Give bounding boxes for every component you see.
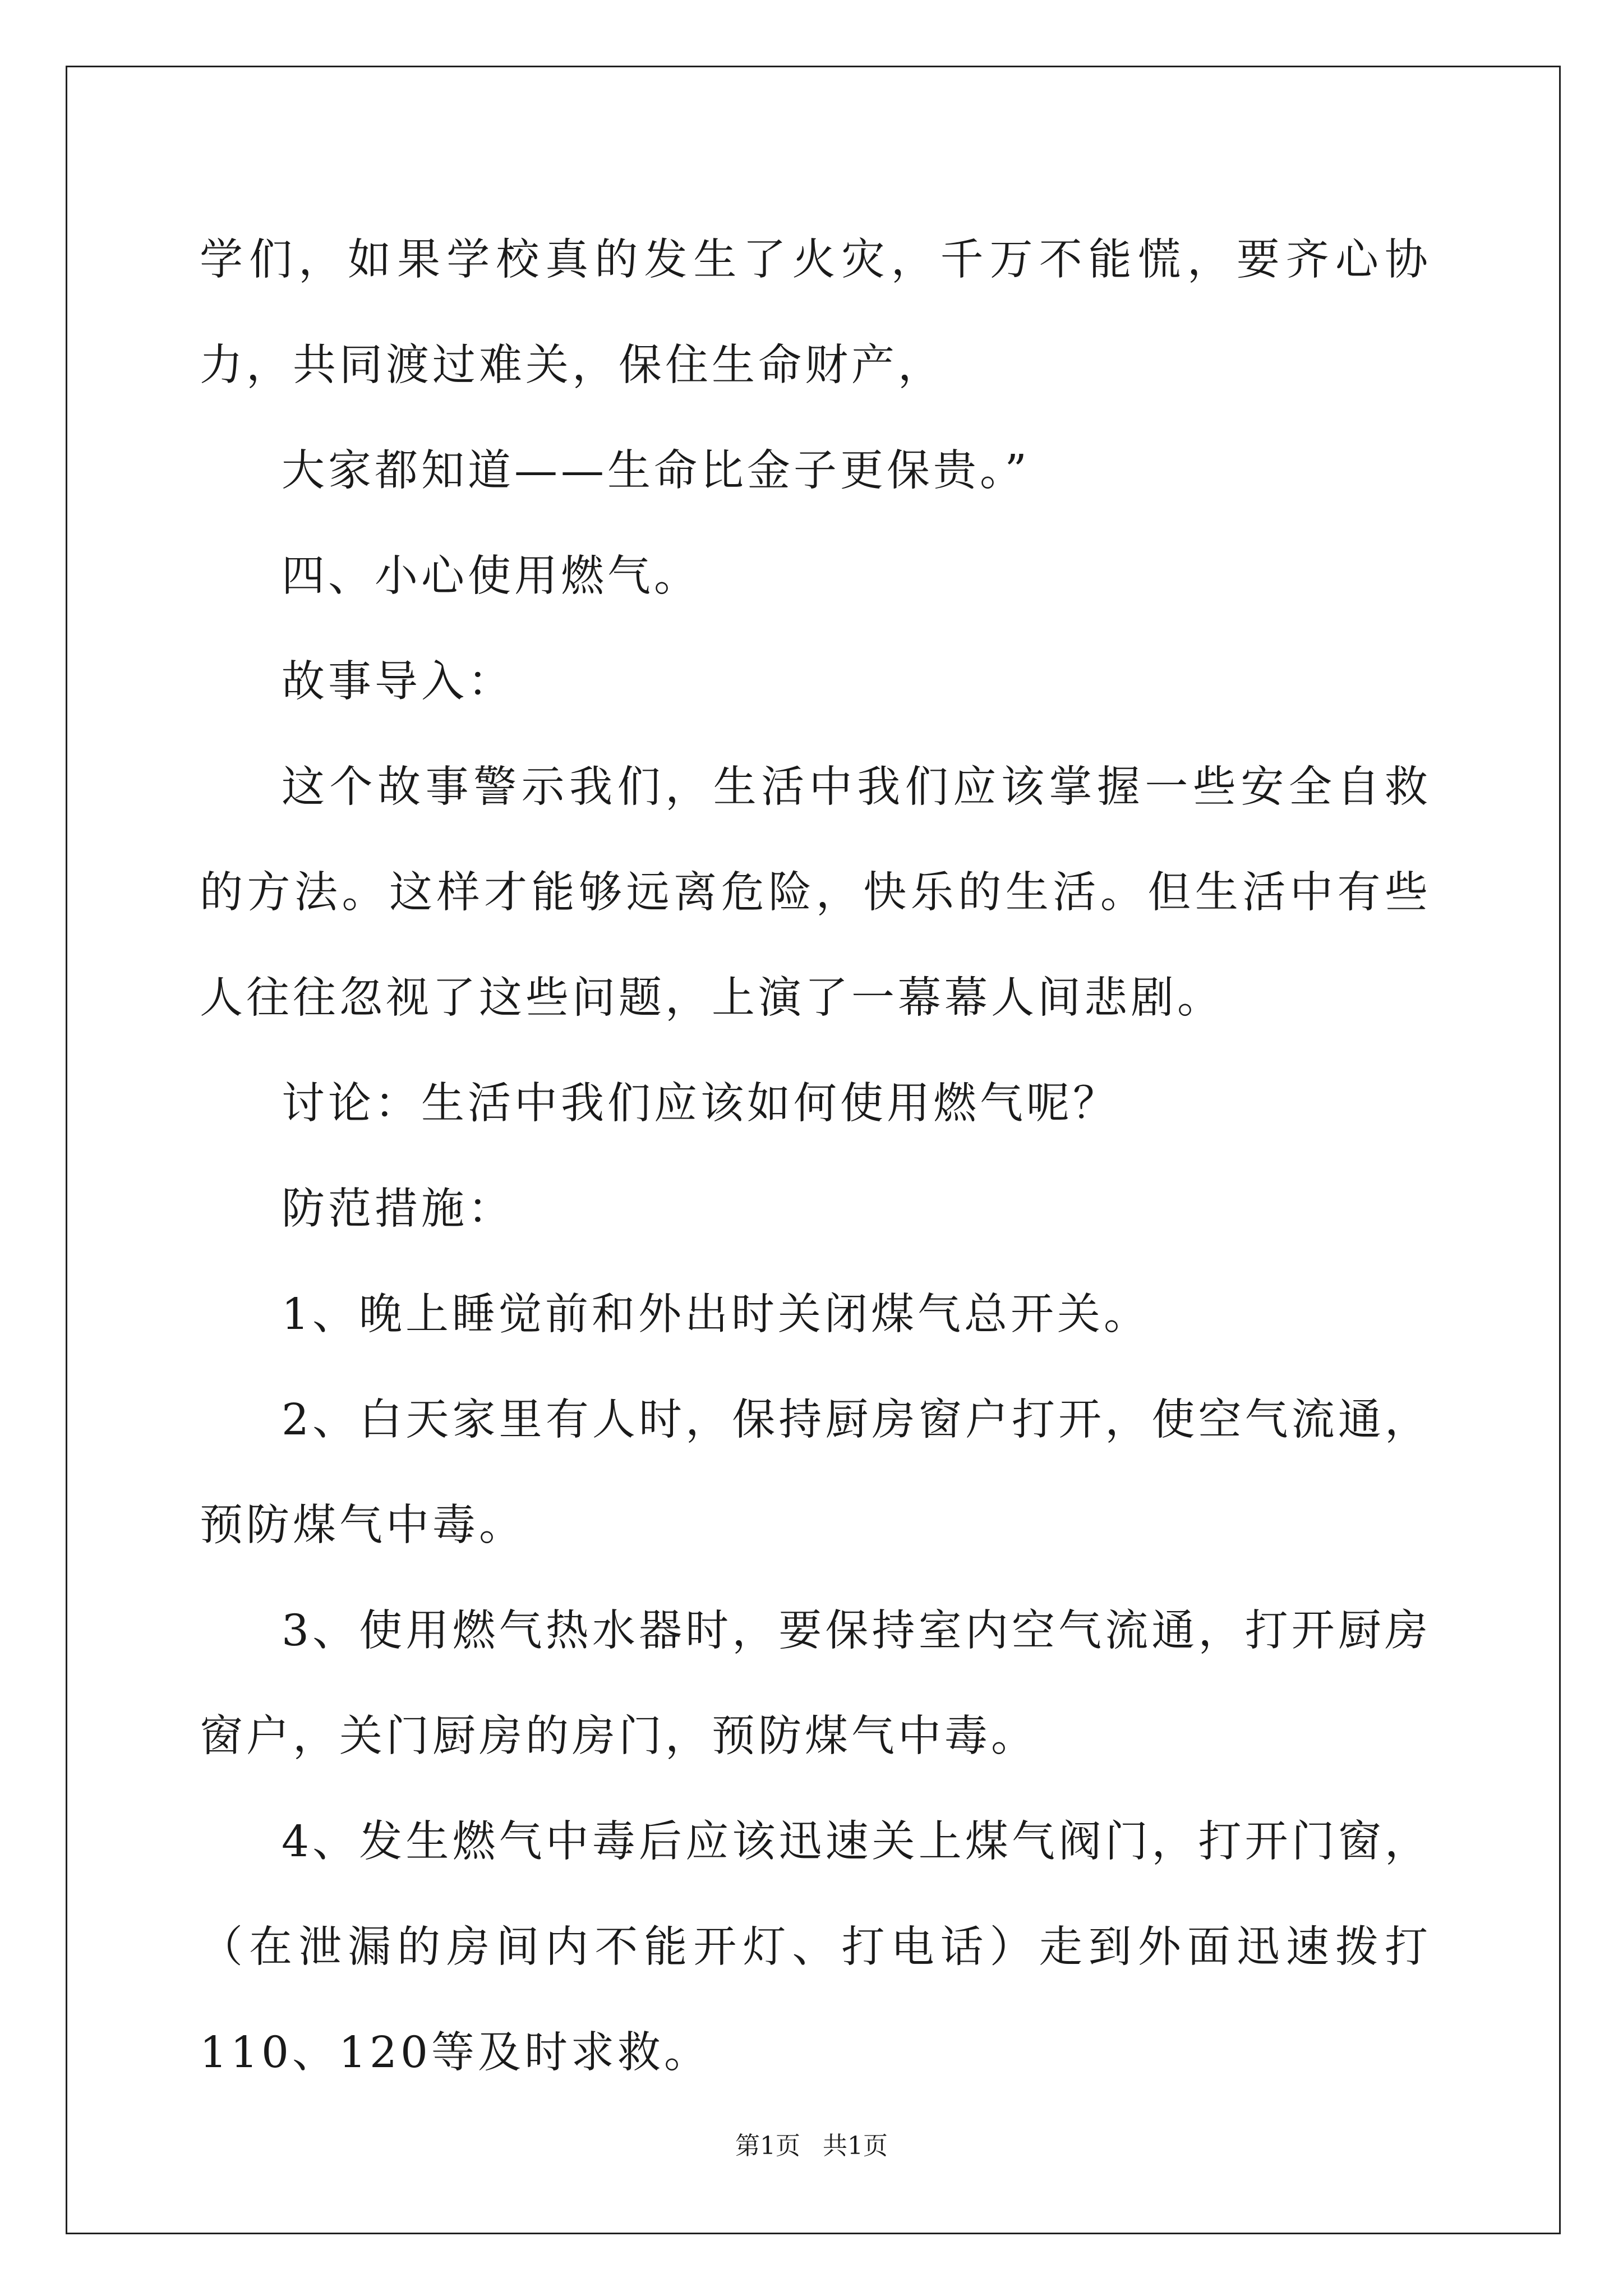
page-total: 共1页 bbox=[823, 2132, 888, 2160]
page-number: 第1页 bbox=[735, 2132, 800, 2160]
section-heading: 四、小心使用燃气。 bbox=[282, 551, 700, 601]
list-item-2: 2、白天家里有人时，保持厨房窗户打开，使空气流通，预防煤气中毒。 bbox=[200, 1395, 1431, 1550]
paragraph-discussion: 讨论：生活中我们应该如何使用燃气呢？ bbox=[282, 1079, 1119, 1129]
paragraph-measures-heading: 防范措施： bbox=[282, 1184, 514, 1234]
paragraph-story-intro: 故事导入： bbox=[282, 657, 514, 707]
paragraph-2: 大家都知道——生命比金子更保贵。” bbox=[282, 446, 1030, 496]
paragraph-1: 学们，如果学校真的发生了火灾，千万不能慌，要齐心协力，共同渡过难关，保住生命财产， bbox=[200, 235, 1431, 390]
list-item-1: 1、晚上睡觉前和外出时关闭煤气总开关。 bbox=[282, 1290, 1150, 1340]
document-body bbox=[200, 208, 1431, 2106]
paragraph-story-lesson: 这个故事警示我们，生活中我们应该掌握一些安全自救的方法。这样才能够远离危险，快乐的生活。但生活中有些人往往忽视了这些问题，上演了一幕幕人间悲剧。 bbox=[200, 762, 1431, 1023]
list-item-4: 4、发生燃气中毒后应该迅速关上煤气阀门，打开门窗，（在泄漏的房间内不能开灯、打电话）走到外面迅速拨打110、120等及时求救。 bbox=[200, 1817, 1431, 2078]
list-item-3: 3、使用燃气热水器时，要保持室内空气流通，打开厨房窗户，关门厨房的房门，预防煤气中毒。 bbox=[200, 1606, 1431, 1761]
page-footer bbox=[0, 2131, 1623, 2162]
